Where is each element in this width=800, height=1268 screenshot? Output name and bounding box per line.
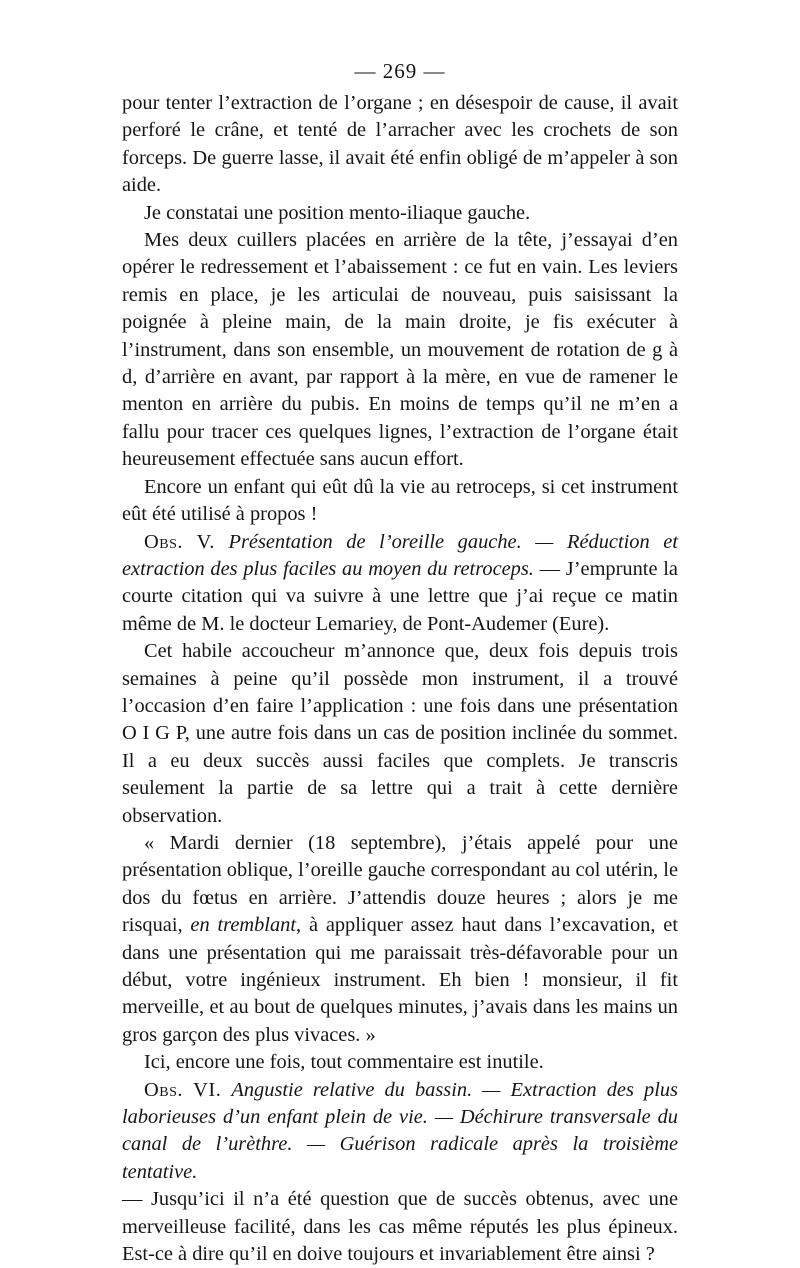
observation-5-title: Présentation de l’oreille gauche. — Réduction et extraction des plus faciles au moyen du retroceps. [122,530,678,580]
page-number: — 269 — [354,59,446,83]
observation-5 [122,529,678,639]
observation-6 [122,1077,678,1268]
observation-6-label: Obs. VI. [144,1078,222,1101]
paragraph-lemariey: Cet habile accoucheur m’annonce que, deux fois depuis trois semaines à peine qu’il possède mon instrument, il a trouvé l’occasion d’en faire l’application : une fois dans une présentation O I G P, une autre fois dans un cas de position inclinée du sommet. Il a eu deux succès aussi faciles que complets. Je transcris seulement la partie de sa lettre qui a trait à cette dernière observation. [122,640,678,827]
paragraph-remark: Encore un enfant qui eût dû la vie au retroceps, si cet instrument eût été utilisé à propos ! [122,475,678,526]
book-page [122,58,678,1268]
observation-6-text: — Jusqu’ici il n’a été question que de succès obtenus, avec une merveilleuse facilité, dans les cas même réputés les plus épineux. Est-ce à dire qu’il en doive toujours et invariablement être ainsi ? [122,1188,678,1266]
observation-5-text: — J’emprunte la courte citation qui va suivre à une lettre que j’ai reçue ce matin même de M. le docteur Lemariey, de Pont-Audemer (Eure). [122,557,678,635]
paragraph-continuation: pour tenter l’extraction de l’organe ; en désespoir de cause, il avait perforé le crâne, et tenté de l’arracher avec les crochets de son forceps. De guerre lasse, il avait été enfin obligé de m’appeler à son aide. [122,92,678,197]
paragraph-comment: Ici, encore une fois, tout commentaire est inutile. [144,1051,544,1074]
paragraph-letter-quote [122,830,678,1049]
paragraph-procedure: Mes deux cuillers placées en arrière de la tête, j’essayai d’en opérer le redressement et l’abaissement : ce fut en vain. Les leviers remis en place, je les articulai de nouveau, puis saisissant la poignée à pleine main, de la main droite, je fis exécuter à l’instrument, dans son ensemble, un mouvement de rotation de g à d, d’arrière en avant, par rapport à la mère, en vue de ramener le menton en arrière du pubis. En moins de temps qu’il ne m’en a fallu pour tracer ces quelques lignes, l’extraction de l’organe était heureusement effectuée sans aucun effort. [122,229,678,471]
paragraph-position: Je constatai une position mento-iliaque gauche. [144,201,531,224]
observation-5-label: Obs. V. [144,530,215,553]
letter-quote-italic: en tremblant [190,914,297,937]
letter-quote-start: « Mardi dernier (18 septembre), j’étais appelé pour une présentation oblique, l’oreille gauche correspondant au col utérin, le dos du fœtus en arrière. J’attendis douze heures ; alors je me risquai, [122,831,679,937]
observation-6-title: Angustie relative du bassin. — Extraction des plus laborieuses d’un enfant plein de vie. — Déchirure transversale du canal de l’urèthre. — Guérison radicale après la troisième tentative. [122,1078,678,1183]
letter-quote-end: , à appliquer assez haut dans l’excavation, et dans une présentation qui me paraissait très-défavorable pour un début, votre ingénieux instrument. Eh bien ! monsieur, il fit merveille, et au bout de quelques minutes, j’avais dans les mains un gros garçon des plus vivaces. » [122,914,678,1046]
